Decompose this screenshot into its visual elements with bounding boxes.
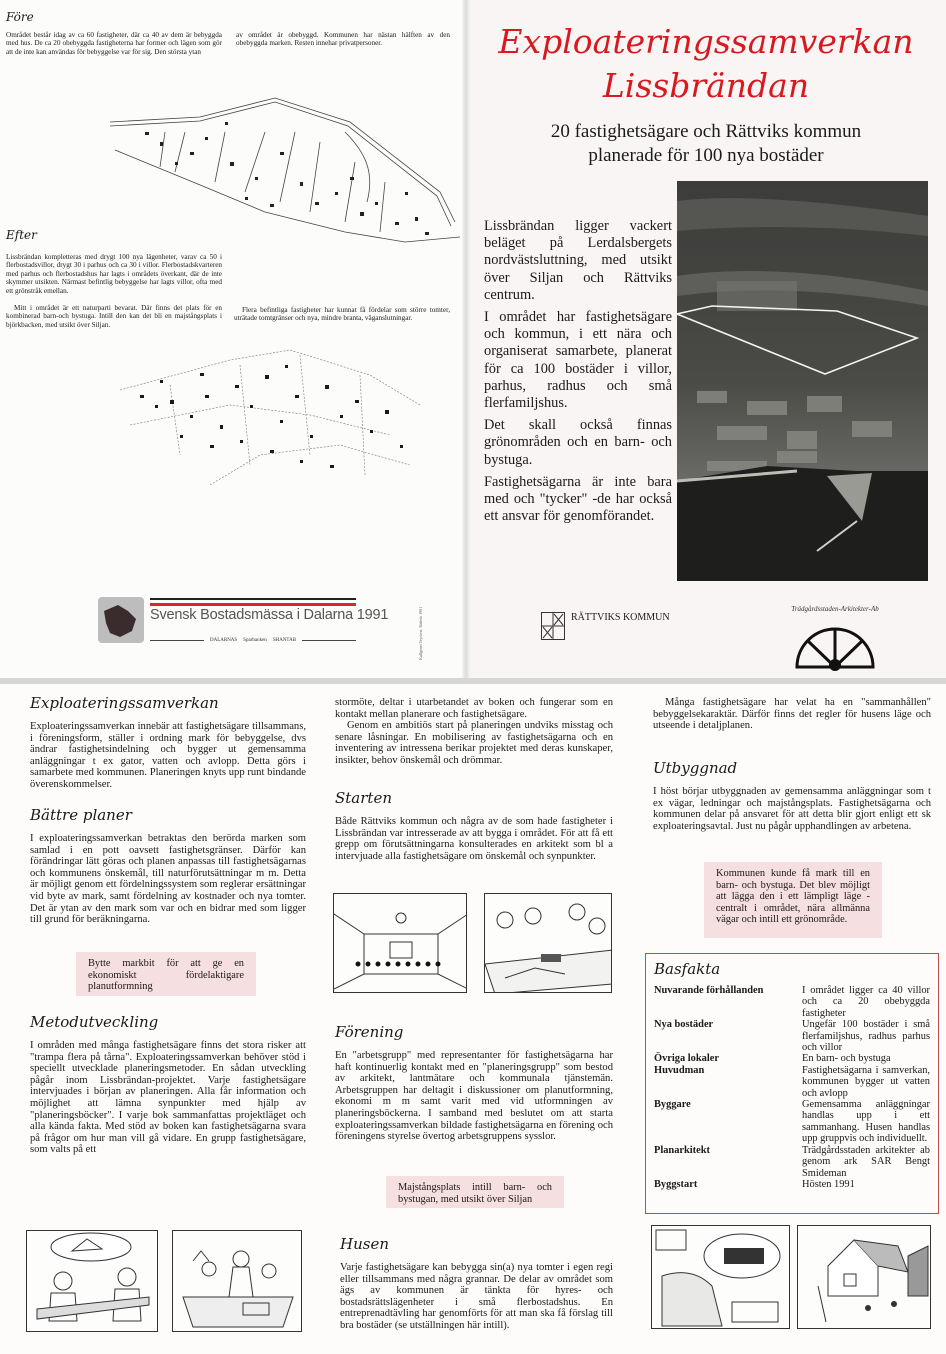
fact-key: Huvudman [654, 1064, 705, 1076]
battre-planer-text: I exploateringssamverkan betraktas den berörda marken som samlad i en pott oavsett fastighetsgränser. Därför kan förändringar lätt göras och planen anpassas till fastighetsägarnas och kommunens önskemål, till naturförutsättningar m m. Detta är möjligt genom ett fördelningssystem som reglerar ersättningar vid byte av mark, samt fördelning av kostnader och nya tomter. Det är ytan av den mark som var och en bidrar med som ligger till grund för beräkningarna. [30, 833, 306, 926]
col2-text-p2: Genom en ambitiös start på planeringen undviks misstag och senare låsningar. En mobilisering av fastighetsägarna och en inventering av intressena berikar projektet med deras kunskaper, insikter, behov önskemål och drömmar. [335, 720, 613, 766]
fact-value: Hösten 1991 [802, 1178, 855, 1190]
table-row [654, 1065, 930, 1099]
heading-starten: Starten [335, 789, 392, 807]
column-1 [30, 693, 306, 791]
utbyggnad-text: I höst börjar utbyggnaden av gemensamma anläggningar som t ex vägar, ledningar och majstångsplats. Fastighetsägarna och kommunen delar på ansvaret för att detta blir gjort enligt ett sk exploateringsavtal. Just nu pågår upphandlingen av arbetena. [653, 786, 931, 832]
aerial-photo [677, 181, 928, 581]
heading-efter: Efter [6, 228, 37, 242]
efter-text-p1: Lissbrändan kompletteras med drygt 100 nya lägenheter, varav ca 50 i flerbostadsvillor, drygt 30 i parhus och ca 30 i villor. Flerbostadskvarteren med parhus och flerbostadshus har lagts i områdets överkant, där de inte skymmer utsikten. Närmast befintlig bebyggelse har lagts villor, ofta med ett grönstråk emellan. [6, 253, 222, 295]
heading-husen: Husen [340, 1235, 389, 1253]
lead-p2: I området har fastighetsägare och kommun, i ett nära och organiserat samarbete, planerat för ca 100 bostäder i villor, parhus, radhus och små flerfamiljshus. [484, 309, 672, 412]
section-husen [340, 1234, 613, 1332]
section-battre-planer [30, 805, 306, 926]
lead-p1: Lissbrändan ligger vackert beläget på Lerdalsbergets nordvästsluttning, med utsikt över Siljan och Rättviks centrum. [484, 218, 672, 303]
efter-text-p2: Mitt i området är ett naturparti bevarat. Där finns det plats för en kombinerad barn-och bystuga. Intill den kan det bli en majstångsplats i björkbacken, med utsikt över Siljan. [6, 304, 222, 329]
fact-key: Nya bostäder [654, 1019, 714, 1031]
table-row [654, 1145, 930, 1179]
note-bytte-markbit: Bytte markbit för att ge en ekonomiskt fördelaktigare planutformning [76, 952, 256, 996]
metodutveckling-text: I områden med många fastighetsägare finns det stora risker att "trampa flera på tårna". Exploateringssamverkan behöver stöd i speciellt utvecklade planeringsmetoder. En sådan utveckling pågår inom Lissbrändan-projektet. Varje fastighetsägare intervjuades i början av planeringen. Alla får information och möjlighet att lämna synpunkter med hjälp av "planeringsböcker". I varje bok sammanfattas projektläget och alla kända fakta. Med stöd av boken kan fastighetsägarna svara på frågor om hur man vill gå vidare. En grupp fastighetsägare, som valts på ett [30, 1040, 306, 1156]
forening-text: En "arbetsgrupp" med representanter för fastighetsägarna har haft kontinuerlig kontakt med en "planeringsgrupp" som bestod av arkitekt, lantmätare och kommunala tjänstemän. Arbetsgruppen har deltagit i diskussioner om planutformning, ekonomi m m samt varit med vid utformningen av planeringsböckerna. I samband med beslutet om att starta exploateringssamverkan bildade fastighetsägarna en förening och föreningens styrelse övertog arbetsgruppens sysslor. [335, 1050, 613, 1143]
arkitekter-logo [775, 605, 895, 675]
map-after-icon [110, 345, 430, 495]
fact-value: I området ligger ca 40 villor och ca 20 obebyggda fastigheter [802, 985, 930, 1019]
fact-key: Övriga lokaler [654, 1053, 719, 1065]
fore-text-right: av området är obebyggd. Kommunen har nästan hälften av den obebyggda marken. Resten innehar privatpersoner. [236, 31, 450, 48]
note-majstangsplats: Majstångsplats intill barn- och bystugan, med utsikt över Siljan [386, 1176, 564, 1208]
cartoon-family-table [172, 1230, 302, 1332]
table-row [654, 985, 930, 1019]
heading-battre-planer: Bättre planer [30, 806, 132, 824]
heading-forening: Förening [335, 1023, 404, 1041]
fact-value: Gemensamma anläggningar handlas upp i ett sammanhang. Husen handlas upp gruppvis och individuellt. [802, 1099, 930, 1145]
fore-text-left: Området består idag av ca 60 fastigheter, där ca 40 av dem är bebyggda med hus. De ca 20 obebyggda fastigheterna har former och lägen som gör att de inte kan användas för bebyggelse var för sig. Den största ytan [6, 31, 222, 56]
window-fan-icon [775, 605, 895, 675]
map-before-icon [105, 92, 465, 252]
heading-basfakta: Basfakta [654, 960, 721, 978]
fact-value: Fastighetsägarna i samverkan, kommunen bygger ut vatten och avlopp [802, 1064, 930, 1099]
fact-key: Planarkitekt [654, 1144, 710, 1156]
sponsor-2: Sparbanken [243, 638, 267, 643]
table-row [654, 1053, 930, 1064]
fact-value: Ungefär 100 bostäder i små flerfamiljshus, radhus parhus och villor [802, 1019, 930, 1054]
cartoon-house-building [797, 1225, 931, 1329]
fact-value: En barn- och bystuga [802, 1053, 891, 1065]
cartoon-dreaming-of-house [651, 1225, 790, 1329]
fact-key: Nuvarande förhållanden [654, 985, 764, 996]
title-line-2: Lissbrändan [602, 66, 810, 105]
fair-name: Svensk Bostadsmässa i Dalarna 1991 [150, 607, 389, 623]
sponsor-1: DALARNAS [209, 638, 238, 643]
fact-key: Byggare [654, 1099, 691, 1111]
printer-note: Kullgrens Tryckeri, Rättvik 1991 [418, 606, 423, 660]
heading-metodutveckling: Metodutveckling [30, 1013, 159, 1031]
kommun-logo-text: RÄTTVIKS KOMMUN [571, 612, 670, 623]
cartoon-planning-group [484, 893, 612, 993]
section-metodutveckling [30, 1012, 306, 1156]
table-row [654, 1099, 930, 1145]
note-barn-bystuga: Kommunen kunde få mark till en barn- och bystuga. Det blev möjligt att lägga den i ett lämpligt läge - centralt i området, nära allmänna vägar och intill ett grönområde. [704, 862, 882, 938]
lead-p3: Det skall också finnas grönområden och en barn- och bystuga. [484, 417, 672, 468]
cartoon-dreaming-couple [26, 1230, 158, 1332]
sponsor-row [150, 638, 356, 643]
subtitle-line-1: 20 fastighetsägare och Rättviks kommun [550, 121, 862, 142]
col3-intro-text: Många fastighetsägare har velat ha en "sammanhållen" bebyggelsekaraktär. Därför finns det regler för husens läge och utseende i detaljplanen. [653, 697, 931, 732]
title-line-1: Exploateringssamverkan [498, 22, 914, 61]
heading-exploateringssamverkan: Exploateringssamverkan [30, 694, 219, 712]
table-row [654, 1019, 930, 1053]
fact-value: Trädgårdsstaden arkitekter ab genom ark SAR Bengt Smideman [802, 1144, 930, 1179]
heading-utbyggnad: Utbyggnad [653, 759, 738, 777]
efter-caption: Flera befintliga fastigheter har kunnat få fördelar som större tomter, uträtade tomtgränser och nya, mindre branta, väganslutningar. [234, 306, 450, 323]
arkitekter-logo-text: Trädgårdsstaden-Arkitekter-Ab [791, 605, 879, 613]
fact-key: Byggstart [654, 1178, 698, 1190]
lead-p4: Fastighetsägarna är inte bara med och "tycker" -de har också ett ansvar för genomförandet. [484, 473, 672, 525]
logo-line-red [150, 603, 356, 606]
lead-text [484, 218, 672, 530]
column-2 [335, 697, 613, 767]
column-3 [653, 697, 931, 732]
rattvik-coat-of-arms-icon [541, 612, 565, 640]
starten-text: Både Rättviks kommun och några av de som hade fastigheter i Lissbrändan var intresserade av att bygga i området. För att få ett grepp om förutsättningarna konsulterades en arkitekt som bl a intervjuade alla fastighetsägare om önskemål och synpunkter. [335, 816, 613, 862]
basfakta-table [654, 985, 930, 1190]
basfakta-box [645, 953, 939, 1214]
cartoon-meeting-hall [333, 893, 467, 993]
bostadsmassa-badge-icon [98, 597, 144, 643]
sponsor-3: SHANTAB [272, 638, 297, 643]
heading-fore: Före [6, 10, 34, 24]
section-starten [335, 788, 613, 862]
col2-text-p1: stormöte, deltar i utarbetandet av boken och fungerar som en kontakt mellan planerare och fastighetsägare. [335, 697, 613, 720]
exploatering-text: Exploateringssamverkan innebär att fastighetsägare tillsammans, i föreningsform, ställer i ordning mark för bebyggelse, dvs ändrar fastighetsindelning och bygger ut gemensamma anläggningar t ex gator, vatten och avlopp. Detta görs i samarbete med kommunen. Planeringen knyts upp runt bindande överenskommelser. [30, 721, 306, 790]
logo-line-black [150, 598, 356, 600]
subtitle-line-2: planerade för 100 nya bostäder [588, 145, 824, 166]
section-forening [335, 1022, 613, 1143]
section-utbyggnad [653, 758, 931, 832]
table-row [654, 1179, 930, 1190]
husen-text: Varje fastighetsägare kan bebygga sin(a) nya tomter i egen regi eller tillsammans med några grannar. De delar av området som ägs av kommunen är tänkta för hyres- och bostadsrättslägenheter i små flerbostadshus. En entreprenadtävling har genomförts för att man ska få förslag till bra bostäder (se utställningen här intill). [340, 1262, 613, 1331]
